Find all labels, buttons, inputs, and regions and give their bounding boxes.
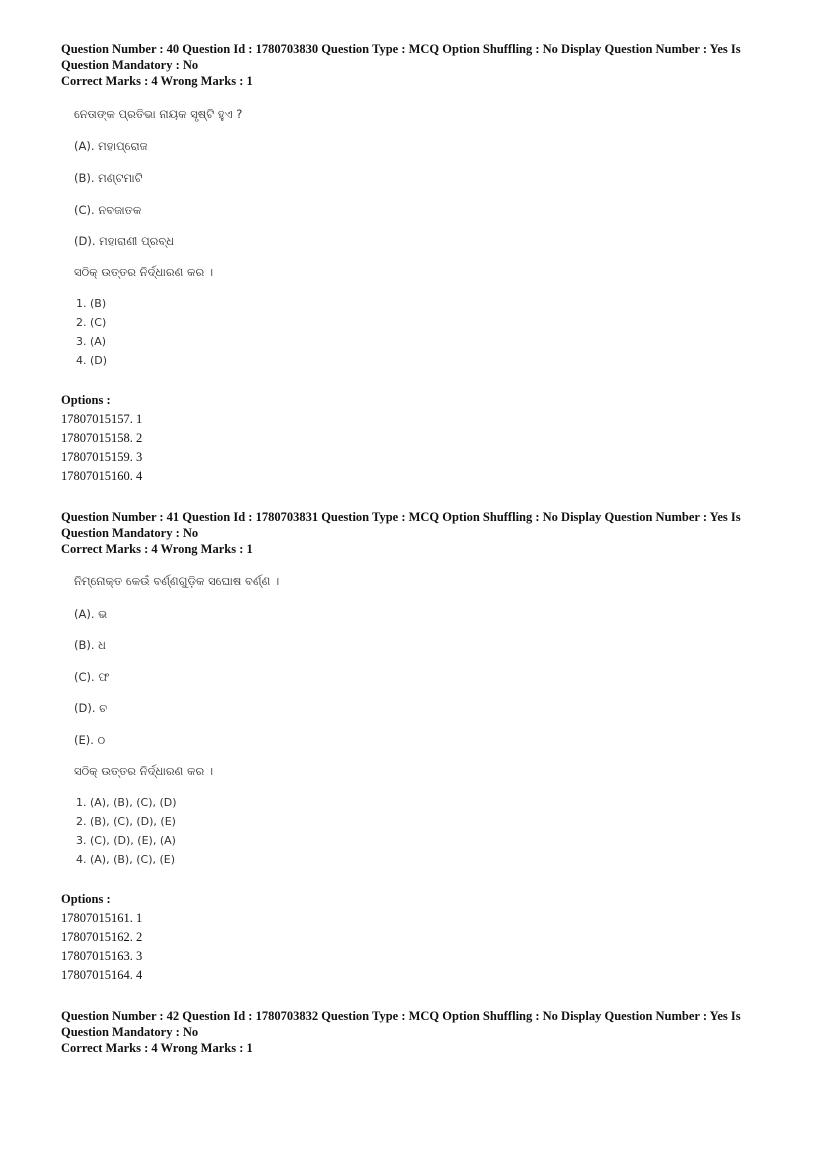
question-marks: Correct Marks : 4 Wrong Marks : 1 (61, 1041, 253, 1055)
option-id: 17807015163. 3 (61, 949, 143, 963)
question-header-line2: Question Mandatory : No (61, 1025, 199, 1039)
question-block-42 (61, 1008, 761, 1068)
option-id: 17807015158. 2 (61, 431, 143, 445)
question-instruction: ସଠିକ୍ ଉତ୍ତର ନିର୍ଦ୍ଧାରଣ କର । (74, 265, 214, 279)
question-stem: ନେତାଙ୍କ ପ୍ରତିଭା ନାୟକ ସୃଷ୍ଟି ହୁଏ ? (74, 107, 243, 121)
answer-choice: 4. (D) (76, 354, 108, 367)
question-block-41 (61, 509, 761, 989)
question-item: (C). ଫ (74, 670, 110, 684)
question-item: (D). ଚ (74, 701, 108, 715)
answer-choice: 1. (B) (76, 297, 107, 310)
question-instruction: ସଠିକ୍ ଉତ୍ତର ନିର୍ଦ୍ଧାରଣ କର । (74, 764, 214, 778)
question-item: (A). ଭ (74, 607, 108, 621)
question-header-line2: Question Mandatory : No (61, 526, 199, 540)
options-title: Options : (61, 393, 111, 407)
question-item: (E). ଠ (74, 733, 106, 747)
option-id: 17807015160. 4 (61, 469, 143, 483)
question-header-line1: Question Number : 41 Question Id : 1780703831 Question Type : MCQ Option Shuffling : No Display Question Number : Yes Is (61, 510, 741, 524)
question-header (61, 509, 761, 557)
question-item: (B). ମଣ୍ଟମାଟି (74, 171, 143, 185)
answer-choice: 2. (B), (C), (D), (E) (76, 815, 176, 828)
question-stem: ନିମ୍ନୋକ୍ତ କେଉଁ ବର୍ଣ୍ଣଗୁଡ଼ିକ ସଘୋଷ ବର୍ଣ୍ଣ । (74, 574, 280, 588)
answer-choice: 1. (A), (B), (C), (D) (76, 796, 177, 809)
question-item: (C). ନବଜାତକ (74, 203, 142, 217)
question-header-line1: Question Number : 40 Question Id : 1780703830 Question Type : MCQ Option Shuffling : No Display Question Number : Yes Is (61, 42, 741, 56)
question-marks: Correct Marks : 4 Wrong Marks : 1 (61, 542, 253, 556)
answer-choice: 3. (C), (D), (E), (A) (76, 834, 176, 847)
answer-choice: 3. (A) (76, 335, 107, 348)
answer-choice: 2. (C) (76, 316, 107, 329)
option-id: 17807015161. 1 (61, 911, 143, 925)
options-title: Options : (61, 892, 111, 906)
option-id: 17807015164. 4 (61, 968, 143, 982)
question-item: (B). ଧ (74, 638, 106, 652)
question-item: (A). ମହାପ୍ରୋଜ (74, 139, 148, 153)
question-marks: Correct Marks : 4 Wrong Marks : 1 (61, 74, 253, 88)
question-header-line2: Question Mandatory : No (61, 58, 199, 72)
question-header (61, 1008, 761, 1056)
question-block-40 (61, 41, 761, 491)
option-id: 17807015162. 2 (61, 930, 143, 944)
answer-choice: 4. (A), (B), (C), (E) (76, 853, 176, 866)
option-id: 17807015157. 1 (61, 412, 143, 426)
question-header-line1: Question Number : 42 Question Id : 1780703832 Question Type : MCQ Option Shuffling : No Display Question Number : Yes Is (61, 1009, 741, 1023)
option-id: 17807015159. 3 (61, 450, 143, 464)
question-header (61, 41, 761, 89)
question-item: (D). ମହାରାଣୀ ପ୍ରବ୍ଧ (74, 234, 175, 248)
